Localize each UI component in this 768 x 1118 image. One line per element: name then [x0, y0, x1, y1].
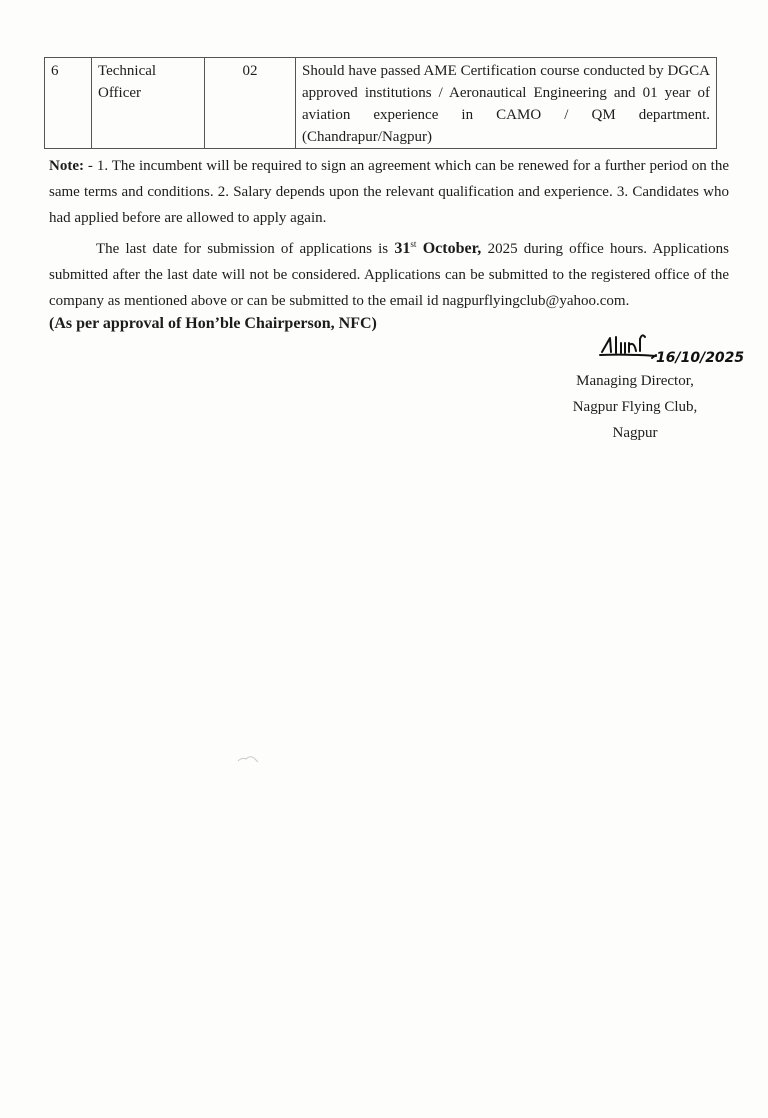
deadline-text-after: during office hours. Applications submitted after the last date will not be considered. Applications can be submitted to the registered office of the company as mentioned above or can be submitted to the email id nagpurflyingclub@yahoo.com.	[49, 241, 730, 309]
post-name-line: Officer	[98, 85, 142, 101]
scan-smudge	[236, 752, 260, 764]
note-paragraph	[49, 153, 729, 231]
table-row	[45, 58, 717, 149]
designation-city: Nagpur	[612, 425, 658, 441]
note-label: Note:	[49, 158, 84, 174]
deadline-year: 2025	[487, 241, 518, 257]
deadline-month: October,	[416, 240, 488, 257]
deadline-day-suffix: st	[410, 239, 417, 249]
approval-line: (As per approval of Hon’ble Chairperson, NFC)	[49, 315, 377, 332]
signature-date: 16/10/2025	[656, 350, 745, 366]
post-name-line: Technical	[98, 63, 157, 79]
requirements-table	[44, 57, 717, 149]
note-text: - 1. The incumbent will be required to sign an agreement which can be renewed for a further period on the same terms and conditions. 2. Salary depends upon the relevant qualification and experience. 3. Candidates who had applied before are allowed to apply again.	[49, 158, 729, 226]
designation-block	[565, 368, 705, 446]
serial-number-cell: 6	[45, 58, 92, 149]
deadline-paragraph	[49, 231, 729, 314]
deadline-day: 31	[394, 240, 411, 257]
designation-organization: Nagpur Flying Club,	[572, 399, 698, 415]
qualification-cell: Should have passed AME Certification course conducted by DGCA approved institutions / Aeronautical Engineering and 01 year of aviation experience in CAMO / QM department. (Chandrapur/Nagpur)	[296, 58, 717, 149]
signature	[598, 331, 768, 369]
designation-title: Managing Director,	[576, 373, 694, 389]
number-of-posts-cell: 02	[205, 58, 296, 149]
signature-scribble	[598, 331, 768, 369]
post-name-cell	[92, 58, 205, 149]
deadline-text-before: The last date for submission of applications is	[96, 241, 395, 257]
